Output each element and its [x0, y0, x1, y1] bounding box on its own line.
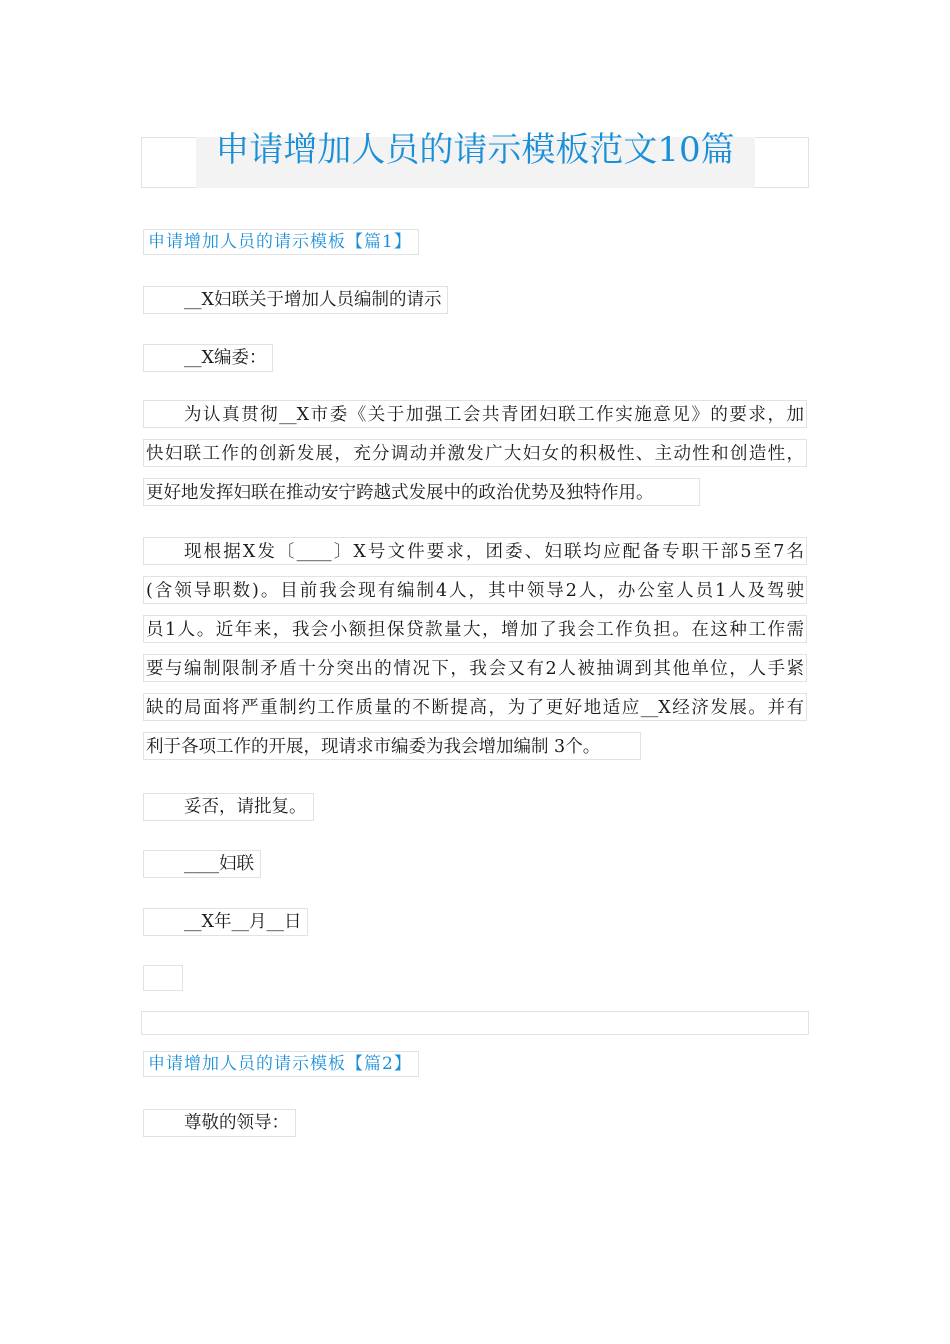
signature: ____妇联: [143, 850, 261, 878]
section-separator: [141, 1011, 809, 1035]
paragraph-2: [143, 537, 807, 775]
paragraph-2-line: 员1人。近年来，我会小额担保贷款量大，增加了我会工作负担。在这种工作需: [143, 615, 807, 643]
paragraph-2-line: 利于各项工作的开展，现请求市编委为我会增加编制 3个。: [143, 732, 641, 760]
section-heading-2: 申请增加人员的请示模板【篇2】: [143, 1051, 419, 1077]
paragraph-2-line: (含领导职数)。目前我会现有编制4人，其中领导2人，办公室人员1人及驾驶: [143, 576, 807, 604]
salutation-1: __X编委：: [143, 344, 273, 372]
salutation-2: 尊敬的领导：: [143, 1109, 296, 1137]
date-line: __X年__月__日: [143, 908, 308, 936]
empty-line-box: [143, 965, 183, 991]
paragraph-2-line: 现根据X发〔____〕X号文件要求，团委、妇联均应配备专职干部5至7名: [143, 537, 807, 565]
paragraph-1: [143, 400, 807, 521]
paragraph-1-line: 为认真贯彻__X市委《关于加强工会共青团妇联工作实施意见》的要求，加: [143, 400, 807, 428]
document-title: 申请增加人员的请示模板范文10篇: [215, 130, 735, 170]
section-heading-1: 申请增加人员的请示模板【篇1】: [143, 229, 419, 255]
notice-title: __X妇联关于增加人员编制的请示: [143, 286, 448, 314]
closing-request: 妥否，请批复。: [143, 793, 314, 821]
paragraph-2-line: 要与编制限制矛盾十分突出的情况下，我会又有2人被抽调到其他单位，人手紧: [143, 654, 807, 682]
paragraph-1-line: 更好地发挥妇联在推动安宁跨越式发展中的政治优势及独特作用。: [143, 478, 700, 506]
paragraph-1-line: 快妇联工作的创新发展，充分调动并激发广大妇女的积极性、主动性和创造性，: [143, 439, 807, 467]
paragraph-2-line: 缺的局面将严重制约工作质量的不断提高，为了更好地适应__X经济发展。并有: [143, 693, 807, 721]
